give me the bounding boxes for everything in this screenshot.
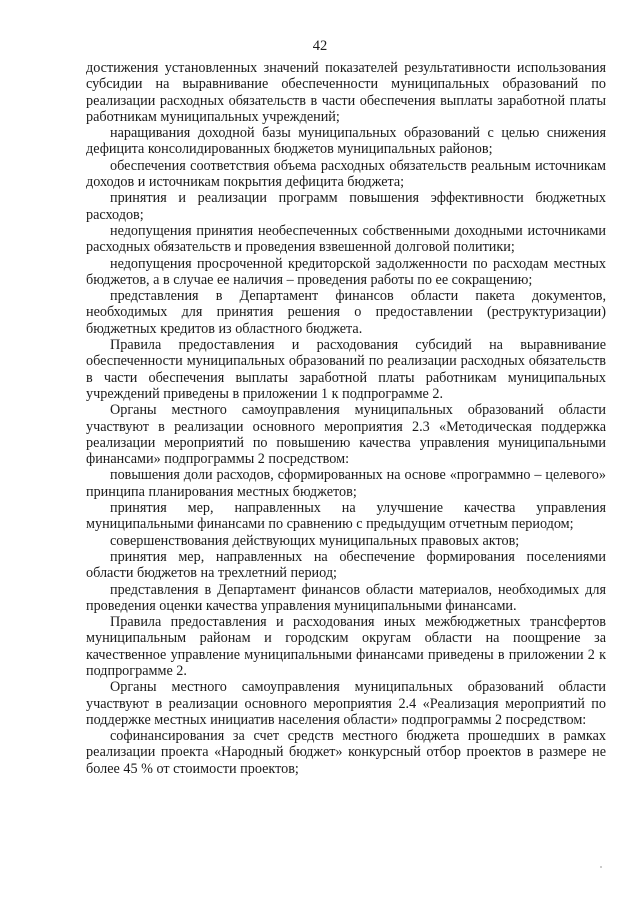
paragraph: недопущения принятия необеспеченных собственными доходными источниками расходных обязательств и проведения взвешенной долговой политики; <box>86 222 606 256</box>
paragraph: Органы местного самоуправления муниципальных образований области участвуют в реализации основного мероприятия 2.4 «Реализация мероприятий по поддержке местных инициатив населения области» подпрограммы 2 посредством: <box>86 679 606 728</box>
paragraph: представления в Департамент финансов области пакета документов, необходимых для принятия решения о предоставлении (реструктуризации) бюджетных кредитов из областного бюджета. <box>86 288 606 337</box>
paragraph: представления в Департамент финансов области материалов, необходимых для проведения оценки качества управления муниципальными финансами. <box>86 581 606 614</box>
paragraph: Правила предоставления и расходования субсидий на выравнивание обеспеченности муниципальных образований по реализации расходных обязательств в части обеспечения выплаты заработной платы работникам муниципальных учреждений приведены в приложении 1 к подпрограмме 2. <box>86 337 606 402</box>
page-number: 42 <box>312 38 328 54</box>
paragraph: принятия и реализации программ повышения эффективности бюджетных расходов; <box>86 190 606 223</box>
paragraph: Органы местного самоуправления муниципальных образований области участвуют в реализации основного мероприятия 2.3 «Методическая поддержка реализации мероприятий по повышению качества управления муниципальными финансами» подпрограммы 2 посредством: <box>86 402 606 468</box>
paragraph: достижения установленных значений показателей результативности использования субсидии на выравнивание обеспеченности муниципальных образований по реализации расходных обязательств в части обеспечения выплаты заработной платы работникам муниципальных учреждений; <box>86 60 606 125</box>
paragraph: совершенствования действующих муниципальных правовых актов; <box>110 532 520 549</box>
scan-speck <box>600 866 602 868</box>
paragraph: Правила предоставления и расходования иных межбюджетных трансфертов муниципальным районам и городским округам области на поощрение за качественное управление муниципальными финансами приведены в приложении 2 к подпрограмме 2. <box>86 614 606 679</box>
paragraph: софинансирования за счет средств местного бюджета прошедших в рамках реализации проекта «Народный бюджет» конкурсный отбор проектов в размере не более 45 % от стоимости проектов; <box>86 728 606 777</box>
paragraph: повышения доли расходов, сформированных на основе «программно – целевого» принципа планирования местных бюджетов; <box>86 467 606 500</box>
paragraph: недопущения просроченной кредиторской задолженности по расходам местных бюджетов, а в случае ее наличия – проведения работы по ее сокращению; <box>86 255 606 288</box>
paragraph: обеспечения соответствия объема расходных обязательств реальным источникам доходов и источникам покрытия дефицита бюджета; <box>86 157 606 191</box>
paragraph: принятия мер, направленных на улучшение качества управления муниципальными финансами по сравнению с предыдущим отчетным периодом; <box>86 500 606 533</box>
body-text <box>86 60 606 777</box>
paragraph: принятия мер, направленных на обеспечение формирования поселениями области бюджетов на трехлетний период; <box>86 548 606 582</box>
paragraph: наращивания доходной базы муниципальных образований с целью снижения дефицита консолидированных бюджетов муниципальных районов; <box>86 125 606 158</box>
